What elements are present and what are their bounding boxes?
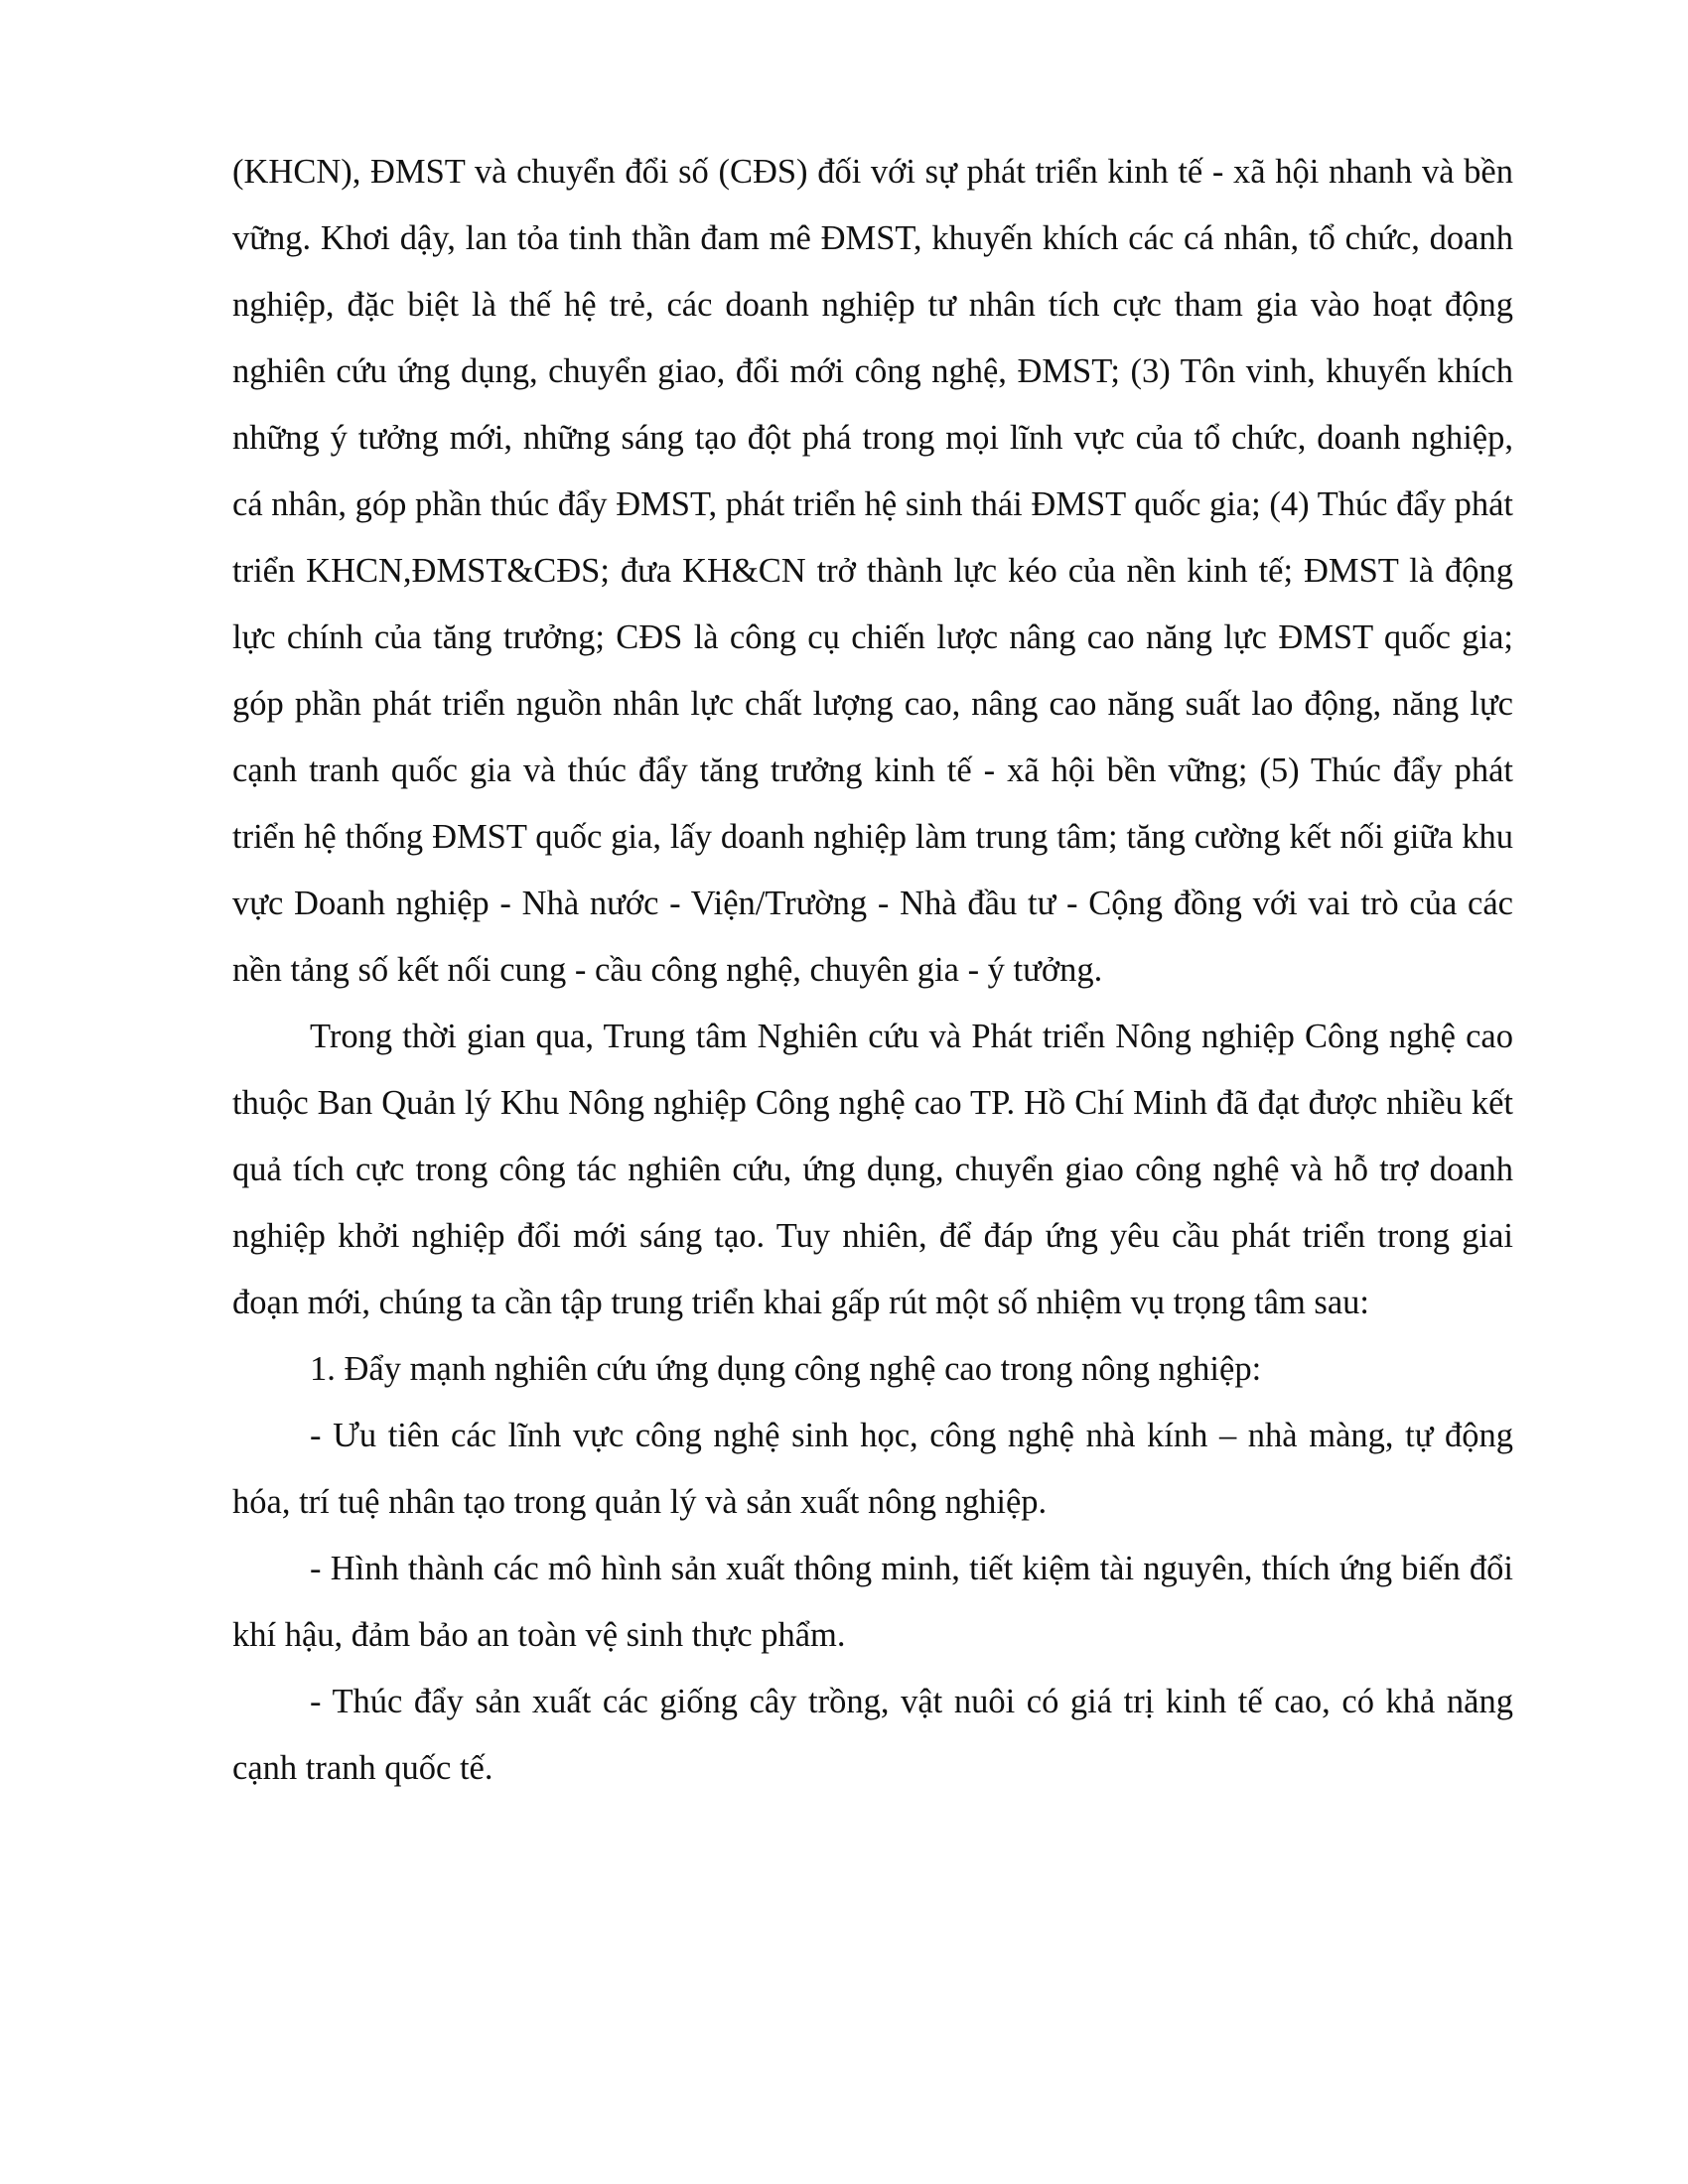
document-page <box>232 139 1513 1802</box>
task-heading-1: 1. Đẩy mạnh nghiên cứu ứng dụng công nghệ cao trong nông nghiệp: <box>310 1350 1262 1388</box>
bullet-item: - Ưu tiên các lĩnh vực công nghệ sinh học, công nghệ nhà kính – nhà màng, tự động hóa, trí tuệ nhân tạo trong quản lý và sản xuất nông nghiệp. <box>232 1417 1513 1521</box>
bullet-item: - Hình thành các mô hình sản xuất thông minh, tiết kiệm tài nguyên, thích ứng biến đổi khí hậu, đảm bảo an toàn vệ sinh thực phẩm. <box>232 1550 1513 1654</box>
paragraph-continued: (KHCN), ĐMST và chuyển đổi số (CĐS) đối với sự phát triển kinh tế - xã hội nhanh và bền vững. Khơi dậy, lan tỏa tinh thần đam mê ĐMST, khuyến khích các cá nhân, tổ chức, doanh nghiệp, đặc biệt là thế hệ trẻ, các doanh nghiệp tư nhân tích cực tham gia vào hoạt động nghiên cứu ứng dụng, chuyển giao, đổi mới công nghệ, ĐMST; (3) Tôn vinh, khuyến khích những ý tưởng mới, những sáng tạo đột phá trong mọi lĩnh vực của tổ chức, doanh nghiệp, cá nhân, góp phần thúc đẩy ĐMST, phát triển hệ sinh thái ĐMST quốc gia; (4) Thúc đẩy phát triển KHCN,ĐMST&CĐS; đưa KH&CN trở thành lực kéo của nền kinh tế; ĐMST là động lực chính của tăng trưởng; CĐS là công cụ chiến lược nâng cao năng lực ĐMST quốc gia; góp phần phát triển nguồn nhân lực chất lượng cao, nâng cao năng suất lao động, năng lực cạnh tranh quốc gia và thúc đẩy tăng trưởng kinh tế - xã hội bền vững; (5) Thúc đẩy phát triển hệ thống ĐMST quốc gia, lấy doanh nghiệp làm trung tâm; tăng cường kết nối giữa khu vực Doanh nghiệp - Nhà nước - Viện/Trường - Nhà đầu tư - Cộng đồng với vai trò của các nền tảng số kết nối cung - cầu công nghệ, chuyên gia - ý tưởng. <box>232 153 1513 989</box>
bullet-item: - Thúc đẩy sản xuất các giống cây trồng, vật nuôi có giá trị kinh tế cao, có khả năng cạnh tranh quốc tế. <box>232 1683 1513 1787</box>
paragraph-intro: Trong thời gian qua, Trung tâm Nghiên cứu và Phát triển Nông nghiệp Công nghệ cao thuộc Ban Quản lý Khu Nông nghiệp Công nghệ cao TP. Hồ Chí Minh đã đạt được nhiều kết quả tích cực trong công tác nghiên cứu, ứng dụng, chuyển giao công nghệ và hỗ trợ doanh nghiệp khởi nghiệp đổi mới sáng tạo. Tuy nhiên, để đáp ứng yêu cầu phát triển trong giai đoạn mới, chúng ta cần tập trung triển khai gấp rút một số nhiệm vụ trọng tâm sau: <box>232 1018 1513 1321</box>
